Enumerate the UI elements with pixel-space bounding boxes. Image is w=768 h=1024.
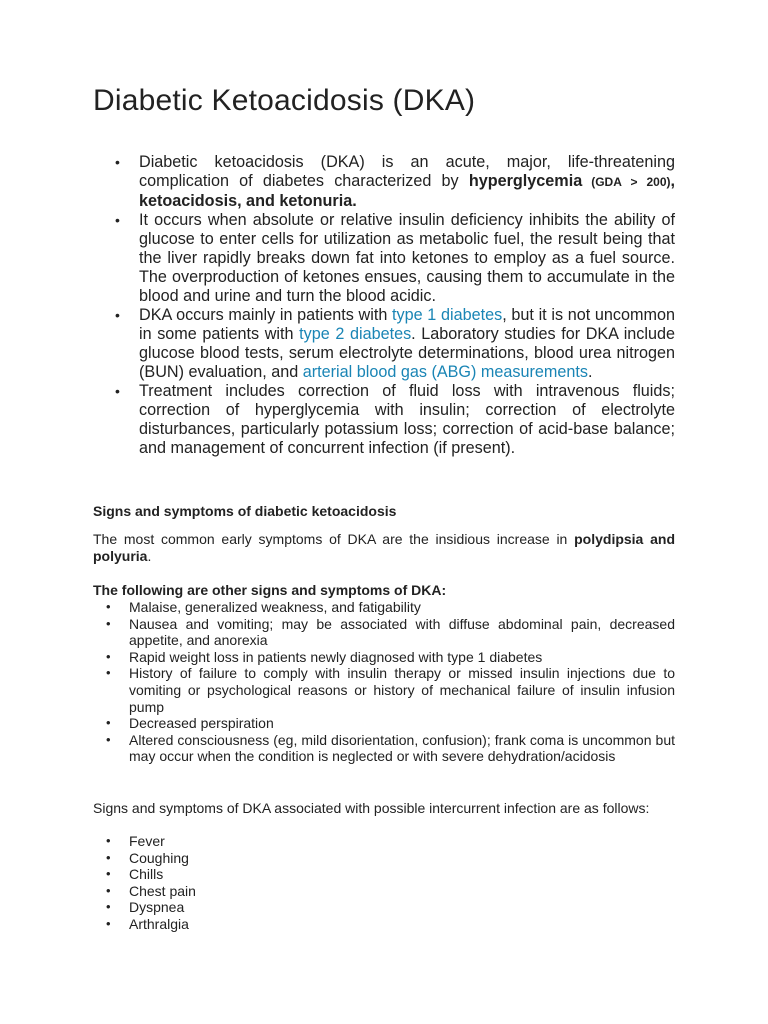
signs-heading: Signs and symptoms of diabetic ketoacidosis — [93, 503, 397, 519]
infection-symptoms-list — [93, 833, 675, 933]
abg-measurements-link[interactable]: arterial blood gas (ABG) measurements — [302, 363, 588, 381]
list-item: • Arthralgia — [93, 916, 675, 933]
early-symptoms-paragraph: The most common early symptoms of DKA are the insidious increase in polydipsia and polyuria. — [93, 531, 675, 564]
list-item: • DKA occurs mainly in patients with type 1 diabetes, but it is not uncommon in some patients with type 2 diabetes. Laboratory studies for DKA include glucose blood tests, serum electrolyte determinations, blood urea nitrogen (BUN) evaluation, and arterial blood gas (ABG) measurements. — [93, 306, 675, 382]
intro-bullet-list — [93, 153, 675, 458]
type-2-diabetes-link[interactable]: type 2 diabetes — [299, 325, 412, 343]
list-item: • Nausea and vomiting; may be associated with diffuse abdominal pain, decreased appetite, and anorexia — [93, 616, 675, 649]
infection-intro-paragraph: Signs and symptoms of DKA associated with possible intercurrent infection are as follows: — [93, 800, 650, 816]
list-item: • Treatment includes correction of fluid loss with intravenous fluids; correction of hyperglycemia with insulin; correction of electrolyte disturbances, particularly potassium loss; correction of acid-base balance; and management of concurrent infection (if present). — [93, 382, 675, 458]
list-item: • Chest pain — [93, 883, 675, 900]
list-item: • History of failure to comply with insulin therapy or missed insulin injections due to vomiting or psychological reasons or history of mechanical failure of insulin infusion pump — [93, 665, 675, 715]
list-item: • Coughing — [93, 850, 675, 867]
page-title: Diabetic Ketoacidosis (DKA) — [93, 84, 476, 117]
list-item: • Decreased perspiration — [93, 715, 675, 732]
list-item: • Diabetic ketoacidosis (DKA) is an acute, major, life-threatening complication of diabetes characterized by hyperglycemia (GDA > 200), ketoacidosis, and ketonuria. — [93, 153, 675, 211]
list-item: • Rapid weight loss in patients newly diagnosed with type 1 diabetes — [93, 649, 675, 666]
list-item: • Malaise, generalized weakness, and fatigability — [93, 599, 675, 616]
list-item: • It occurs when absolute or relative insulin deficiency inhibits the ability of glucose to enter cells for utilization as metabolic fuel, the result being that the liver rapidly breaks down fat into ketones to employ as a fuel source. The overproduction of ketones ensues, causing them to accumulate in the blood and urine and turn the blood acidic. — [93, 211, 675, 306]
list-item: • Altered consciousness (eg, mild disorientation, confusion); frank coma is uncommon but may occur when the condition is neglected or with severe dehydration/acidosis — [93, 732, 675, 765]
list-item: • Chills — [93, 866, 675, 883]
type-1-diabetes-link[interactable]: type 1 diabetes — [392, 306, 503, 324]
other-symptoms-heading: The following are other signs and symptoms of DKA: — [93, 582, 447, 598]
list-item: • Dyspnea — [93, 899, 675, 916]
other-symptoms-list — [93, 599, 675, 765]
list-item: • Fever — [93, 833, 675, 850]
